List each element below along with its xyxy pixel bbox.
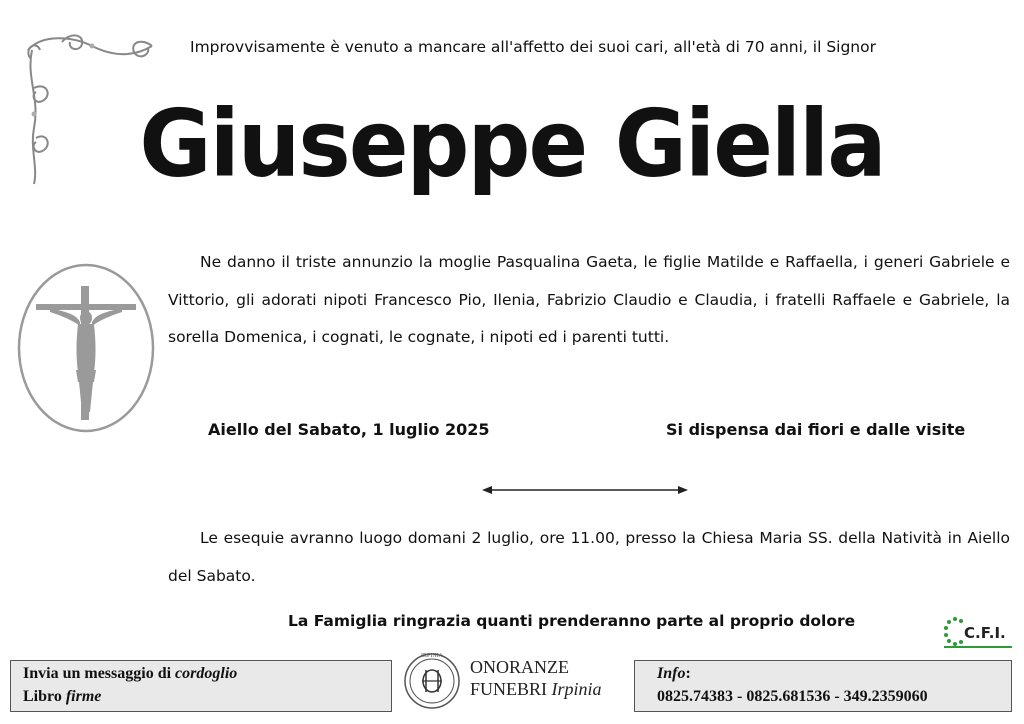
intro-text: Improvvisamente è venuto a mancare all'affetto dei suoi cari, all'età di 70 anni, il Signor [190, 38, 876, 56]
info-box [634, 660, 1012, 712]
brand-line-2: FUNEBRI Irpinia [470, 679, 602, 699]
guestbook-link[interactable]: Libro firme [23, 688, 102, 705]
cfi-label: C.F.I. [964, 624, 1006, 642]
funeral-home-brand [470, 656, 602, 700]
phone-numbers[interactable]: 0825.74383 - 0825.681536 - 349.2359060 [657, 688, 928, 705]
crucifix-icon [16, 262, 156, 434]
logo-arc-text: IRPINIA [421, 653, 443, 659]
condolence-box[interactable] [10, 660, 392, 712]
brand-line-1: ONORANZE [470, 657, 569, 677]
place-date: Aiello del Sabato, 1 luglio 2025 [208, 420, 490, 439]
family-thanks: La Famiglia ringrazia quanti prenderanno parte al proprio dolore [288, 612, 856, 630]
funeral-details: Le esequie avranno luogo domani 2 luglio, ore 11.00, presso la Chiesa Maria SS. della Natività in Aiello del Sabato. [168, 529, 1010, 585]
send-condolence-link[interactable]: Invia un messaggio di cordoglio [23, 665, 238, 682]
deceased-name: Giuseppe Giella [139, 89, 885, 198]
cfi-logo-icon [940, 616, 1016, 650]
announcement-text: Ne danno il triste annunzio la moglie Pasqualina Gaeta, le figlie Matilde e Raffaella, i generi Gabriele e Vittorio, gli adorati nipoti Francesco Pio, Ilenia, Fabrizio Claudio e Claudia, i fratelli Raffaele e Gabriele, la sorella Domenica, i cognati, le cognate, i nipoti ed i parenti tutti. [168, 253, 1010, 346]
info-label: Info: [657, 665, 691, 682]
double-arrow-icon [480, 482, 690, 498]
no-flowers-notice: Si dispensa dai fiori e dalle visite [666, 420, 966, 439]
funeral-home-logo-icon [402, 648, 462, 710]
